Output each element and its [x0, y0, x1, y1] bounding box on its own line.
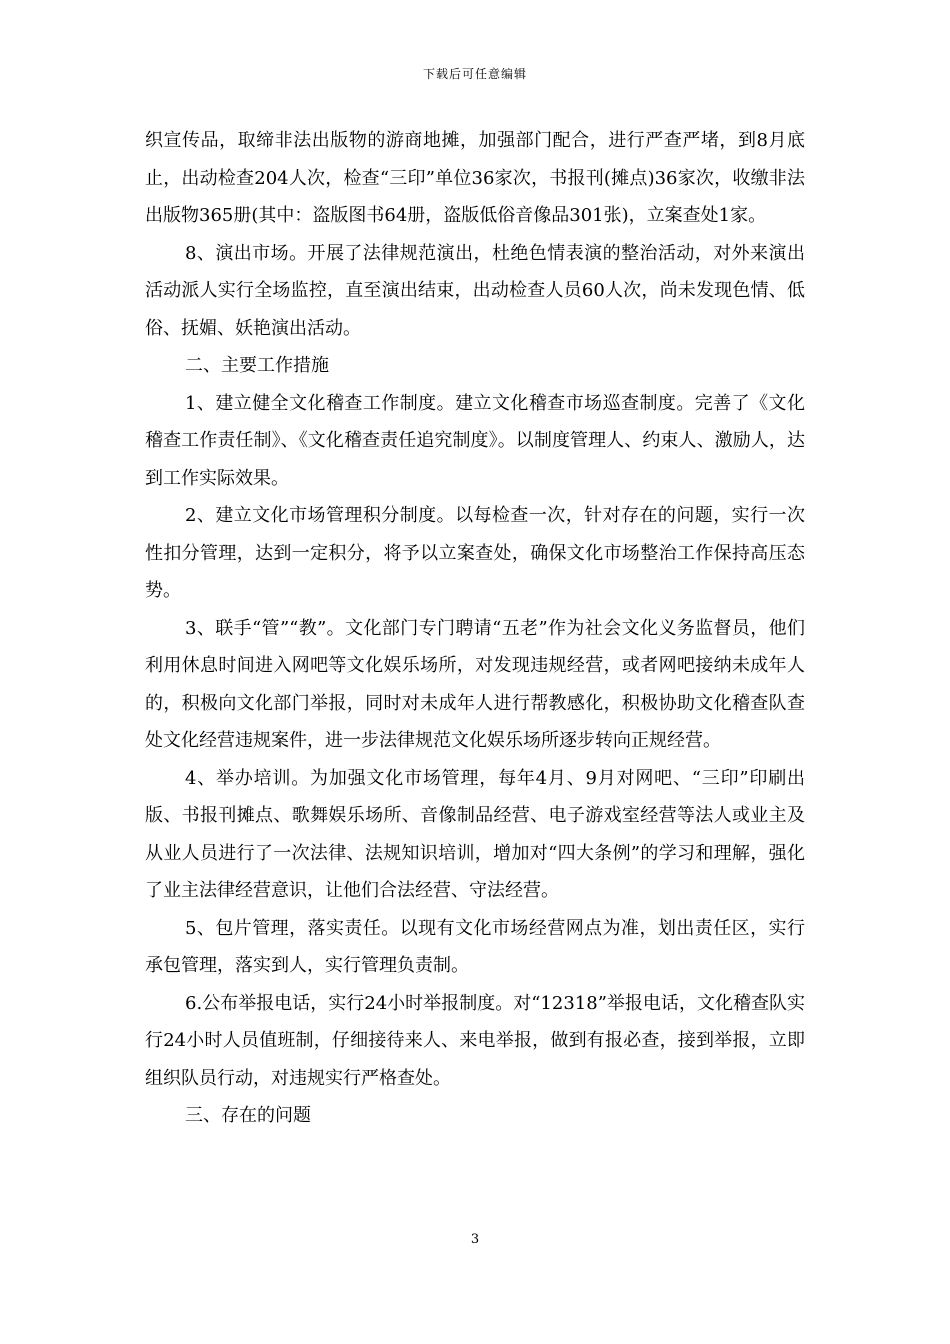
paragraph-measure-3: 3、联手“管”“教”。文化部门专门聘请“五老”作为社会文化义务监督员，他们利用休息时间进入网吧等文化娱乐场所，对发现违规经营，或者网吧接纳未成年人的，积极向文化部门举报，同时对未成年人进行帮教感化，积极协助文化稽查队查处文化经营违规案件，进一步法律规范文化娱乐场所逐步转向正规经营。: [145, 617, 805, 751]
paragraph-continuation: 织宣传品，取缔非法出版物的游商地摊，加强部门配合，进行严查严堵，到8月底止，出动检查204人次，检查“三印”单位36家次，书报刊(摊点)36家次，收缴非法出版物365册(其中：盗版图书64册，盗版低俗音像品301张)，立案查处1家。: [145, 130, 805, 226]
section-heading-problems: 三、存在的问题: [185, 1105, 311, 1126]
paragraph-measure-6: 6.公布举报电话，实行24小时举报制度。对“12318”举报电话，文化稽查队实行24小时人员值班制，仔细接待来人、来电举报，做到有报必查，接到举报，立即组织队员行动，对违规实行严格查处。: [145, 992, 805, 1089]
paragraph-measure-4: 4、举办培训。为加强文化市场管理，每年4月、9月对网吧、“三印”印刷出版、书报刊摊点、歌舞娱乐场所、音像制品经营、电子游戏室经营等法人或业主及从业人员进行了一次法律、法规知识培训，增加对“四大条例”的学习和理解，强化了业主法律经营意识，让他们合法经营、守法经营。: [145, 767, 805, 901]
paragraph-measure-2: 2、建立文化市场管理积分制度。以每检查一次，针对存在的问题，实行一次性扣分管理，达到一定积分，将予以立案查处，确保文化市场整治工作保持高压态势。: [145, 505, 805, 601]
document-body: [145, 122, 805, 1135]
paragraph-measure-1: 1、建立健全文化稽查工作制度。建立文化稽查市场巡查制度。完善了《文化稽查工作责任制》、《文化稽查责任追究制度》。以制度管理人、约束人、激励人，达到工作实际效果。: [145, 392, 805, 489]
page-number: 3: [470, 1232, 480, 1247]
section-heading-measures: 二、主要工作措施: [185, 355, 329, 376]
paragraph-performance-market: 8、演出市场。开展了法律规范演出，杜绝色情表演的整治活动，对外来演出活动派人实行全场监控，直至演出结束，出动检查人员60人次，尚未发现色情、低俗、抚媚、妖艳演出活动。: [145, 242, 805, 339]
paragraph-measure-5: 5、包片管理，落实责任。以现有文化市场经营网点为准，划出责任区，实行承包管理，落实到人，实行管理负责制。: [145, 917, 805, 976]
page-header: 下载后可任意编辑: [422, 67, 527, 81]
